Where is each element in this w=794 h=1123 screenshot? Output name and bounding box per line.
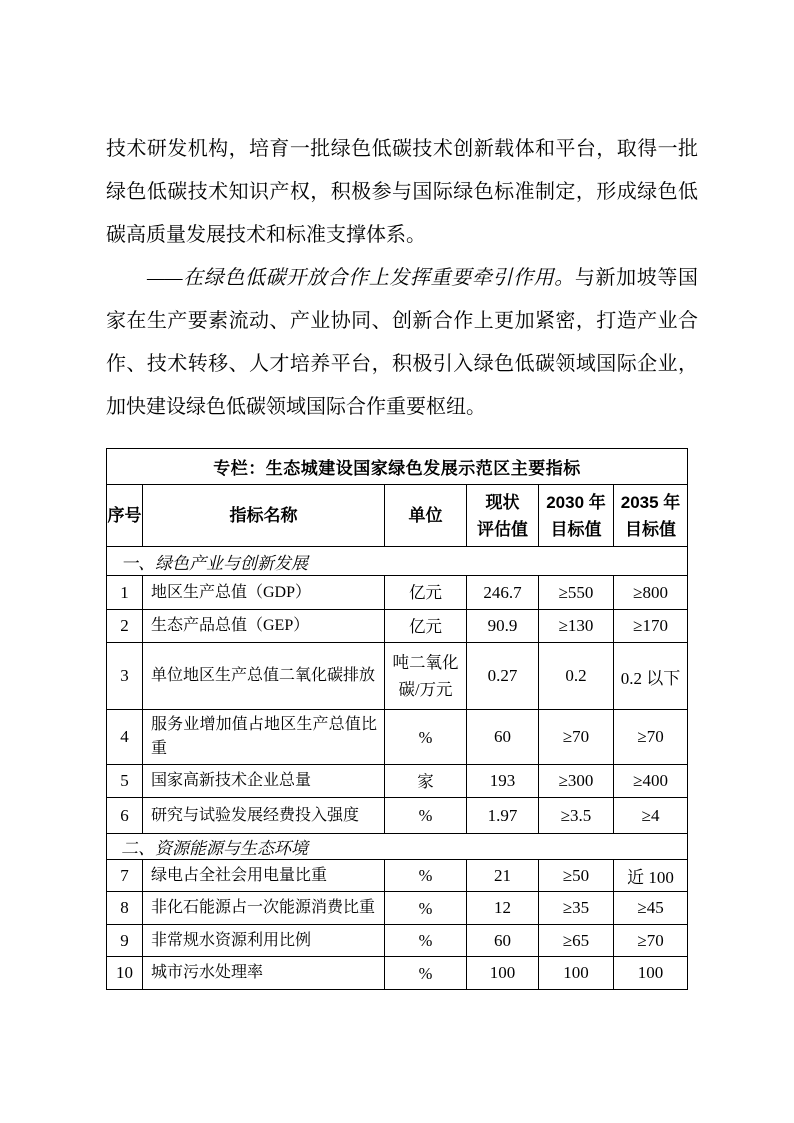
text-line: 家在生产要素流动、产业协同、创新合作上更加紧密，打造产业合 (106, 310, 698, 332)
cell-2030: 0.2 (539, 643, 614, 710)
cell-name: 研究与试验发展经费投入强度 (143, 798, 385, 834)
cell-index: 10 (107, 957, 143, 990)
cell-2035: ≥45 (614, 892, 688, 925)
table-row (107, 957, 688, 990)
cell-unit: % (385, 710, 467, 765)
indicators-table (106, 448, 688, 990)
section-row-1 (107, 547, 688, 576)
cell-index: 4 (107, 710, 143, 765)
cell-name: 城市污水处理率 (143, 957, 385, 990)
cell-2030: ≥550 (539, 576, 614, 610)
cell-2035: ≥70 (614, 710, 688, 765)
table-title-row (107, 449, 688, 485)
cell-name: 国家高新技术企业总量 (143, 765, 385, 798)
table-row (107, 765, 688, 798)
table-row (107, 576, 688, 610)
col-header-2030-line1: 2030 年 (546, 492, 606, 512)
table-row (107, 643, 688, 710)
cell-name: 非常规水资源利用比例 (143, 925, 385, 957)
cell-index: 2 (107, 610, 143, 643)
text-line: 加快建设绿色低碳领域国际合作重要枢纽。 (106, 396, 486, 418)
body-text (106, 128, 698, 429)
table-title: 专栏：生态城建设国家绿色发展示范区主要指标 (107, 449, 688, 485)
cell-unit: 亿元 (385, 576, 467, 610)
text-line: 作、技术转移、人才培养平台，积极引入绿色低碳领域国际企业， (106, 353, 698, 375)
cell-2030: ≥50 (539, 860, 614, 892)
cell-unit: % (385, 860, 467, 892)
cell-index: 8 (107, 892, 143, 925)
text-line: 技术研发机构，培育一批绿色低碳技术创新载体和平台，取得一批 (106, 138, 698, 160)
cell-2035: ≥400 (614, 765, 688, 798)
cell-unit: 亿元 (385, 610, 467, 643)
cell-2030: ≥70 (539, 710, 614, 765)
cell-name: 地区生产总值（GDP） (143, 576, 385, 610)
col-header-current-line2: 评估值 (477, 519, 528, 539)
cell-current: 100 (467, 957, 539, 990)
cell-unit: % (385, 798, 467, 834)
cell-2035: ≥4 (614, 798, 688, 834)
cell-2030: ≥130 (539, 610, 614, 643)
text-line: 绿色低碳技术知识产权，积极参与国际绿色标准制定，形成绿色低 (106, 181, 698, 203)
cell-2030: 100 (539, 957, 614, 990)
table-row (107, 610, 688, 643)
cell-name: 绿电占全社会用电量比重 (143, 860, 385, 892)
cell-2035: ≥800 (614, 576, 688, 610)
col-header-current-line1: 现状 (485, 492, 520, 512)
table-row (107, 798, 688, 834)
cell-name: 非化石能源占一次能源消费比重 (143, 892, 385, 925)
text-line: 碳高质量发展技术和标准支撑体系。 (106, 224, 426, 246)
cell-index: 6 (107, 798, 143, 834)
cell-name: 单位地区生产总值二氧化碳排放 (143, 643, 385, 710)
cell-index: 9 (107, 925, 143, 957)
cell-unit: 家 (385, 765, 467, 798)
cell-2035: ≥170 (614, 610, 688, 643)
col-header-2030 (539, 485, 614, 547)
col-header-index: 序号 (107, 485, 143, 547)
cell-2035: ≥70 (614, 925, 688, 957)
col-header-2035-line2: 目标值 (625, 519, 677, 539)
cell-index: 5 (107, 765, 143, 798)
cell-2030: ≥3.5 (539, 798, 614, 834)
cell-2030: ≥300 (539, 765, 614, 798)
table-header-row (107, 485, 688, 547)
section-row-2 (107, 834, 688, 860)
lead-continuation: 与新加坡等国 (574, 267, 698, 289)
cell-name: 服务业增加值占地区生产总值比重 (143, 710, 385, 765)
table-row (107, 892, 688, 925)
cell-current: 246.7 (467, 576, 539, 610)
cell-current: 60 (467, 710, 539, 765)
table-row (107, 710, 688, 765)
section-label: 一、绿色产业与创新发展 (107, 547, 688, 576)
lead-sentence: ——在绿色低碳开放合作上发挥重要牵引作用。 (147, 267, 575, 289)
cell-2035: 近 100 (614, 860, 688, 892)
paragraph-1 (106, 128, 698, 257)
cell-2035: 100 (614, 957, 688, 990)
col-header-2035-line1: 2035 年 (620, 492, 681, 512)
cell-current: 60 (467, 925, 539, 957)
col-header-2030-line2: 目标值 (550, 519, 602, 539)
cell-2030: ≥65 (539, 925, 614, 957)
cell-unit: % (385, 925, 467, 957)
paragraph-2 (106, 257, 698, 429)
cell-current: 0.27 (467, 643, 539, 710)
text-line (106, 257, 698, 300)
cell-index: 1 (107, 576, 143, 610)
cell-2030: ≥35 (539, 892, 614, 925)
table-row (107, 925, 688, 957)
cell-index: 7 (107, 860, 143, 892)
cell-2035: 0.2 以下 (614, 643, 688, 710)
cell-unit: 吨二氧化碳/万元 (385, 643, 467, 710)
cell-index: 3 (107, 643, 143, 710)
cell-current: 193 (467, 765, 539, 798)
table-row (107, 860, 688, 892)
cell-name: 生态产品总值（GEP） (143, 610, 385, 643)
cell-unit: % (385, 892, 467, 925)
cell-unit: % (385, 957, 467, 990)
col-header-unit: 单位 (385, 485, 467, 547)
col-header-current (467, 485, 539, 547)
cell-current: 12 (467, 892, 539, 925)
cell-current: 21 (467, 860, 539, 892)
cell-current: 90.9 (467, 610, 539, 643)
cell-current: 1.97 (467, 798, 539, 834)
col-header-name: 指标名称 (143, 485, 385, 547)
section-label: 二、资源能源与生态环境 (107, 834, 688, 860)
col-header-2035 (614, 485, 688, 547)
